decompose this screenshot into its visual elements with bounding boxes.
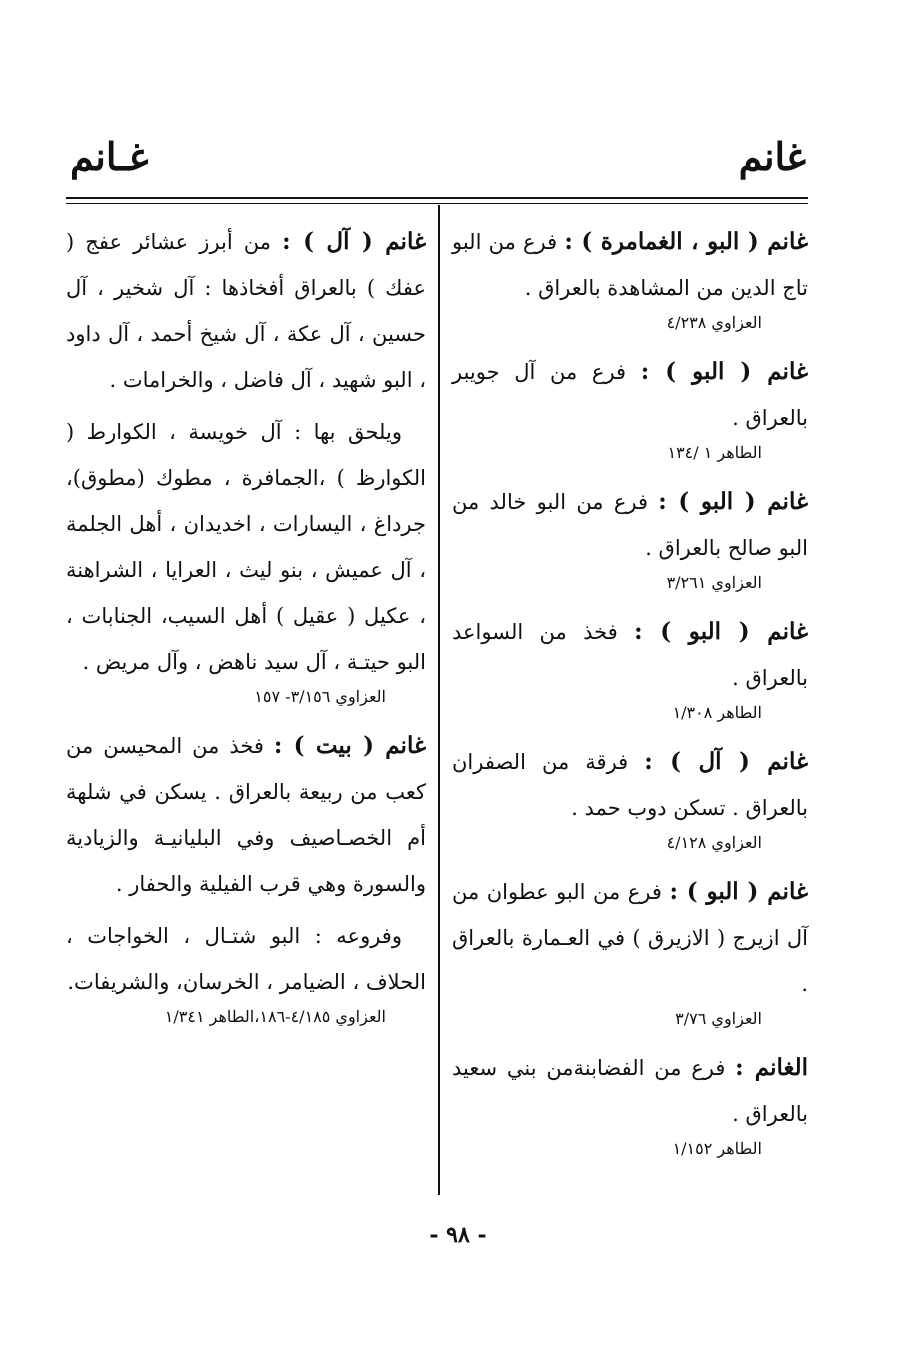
entry-headword: غانم ( بيت ) : — [273, 732, 426, 759]
entry-text: فرع من البو عطوان من آل ازيرج ( الازيرق ) في العـمارة بالعراق . — [452, 880, 808, 996]
entry — [452, 869, 808, 1031]
entry-headword: غانم ( آل ) : — [282, 228, 426, 255]
entry-text: فرع من البو خالد من البو صالح بالعراق . — [452, 490, 808, 560]
entry — [452, 219, 808, 335]
page-number: - ٩٨ - — [429, 1222, 487, 1248]
entry-headword: غانم ( البو ، الغمامرة ) : — [564, 228, 808, 255]
entry-reference: العزاوي ٣/١٥٦- ١٥٧ — [254, 687, 386, 706]
entry-headword: غانم ( البو ) : — [658, 488, 808, 515]
header-rule-thick — [66, 197, 808, 199]
entry-reference: العزاوي ٤/٢٣٨ — [666, 313, 762, 332]
entry-text: من أبرز عشائر عفج ( عفك ) بالعراق أفخاذها : آل شخير ، آل حسين ، آل عكة ، آل شيخ أحمد ، آل داود ، البو شهيد ، آل فاضل ، والخرامات . — [66, 230, 426, 392]
entry-text: فخذ من السواعد بالعراق . — [452, 620, 808, 690]
entry — [452, 479, 808, 595]
entry — [452, 349, 808, 465]
entry — [452, 1045, 808, 1161]
entry-text: فرع من الفضابنةمن بني سعيد بالعراق . — [452, 1056, 808, 1126]
running-header-left: غـانم — [70, 134, 149, 179]
entry-reference: العزاوي ٤/١٢٨ — [666, 833, 762, 852]
entry — [66, 219, 426, 709]
left-column — [66, 205, 426, 1043]
entry-headword: غانم ( البو ) : — [634, 618, 809, 645]
entry-subparagraph: ويلحق بها : آل خويسة ، الكوارط ( الكوارظ ) ،الجمافرة ، مطوك (مطوق)، جرداغ ، اليسارات ، اخديدان ، أهل الجلمة ، آل عميش ، بنو ليث ، العرايا ، الشراهنة ، عكيل ( عقيل ) أهل السيب، الجنابات ، البو حيتـة ، آل سيد ناهض ، وآل مريض . — [66, 420, 426, 674]
entry-text: فرع من البو تاج الدين من المشاهدة بالعراق . — [452, 230, 808, 300]
entry-reference: الطاهر ١ /١٣٤ — [667, 443, 762, 462]
entry-reference: العزاوي ٣/٧٦ — [675, 1009, 762, 1028]
running-header-right: غانم — [738, 134, 806, 179]
entry-headword: الغانم : — [735, 1054, 808, 1081]
entry — [452, 609, 808, 725]
right-column — [452, 205, 808, 1161]
entry-reference: الطاهر ١/٣٠٨ — [672, 703, 762, 722]
entry-headword: غانم ( البو ) : — [640, 358, 808, 385]
column-divider — [438, 205, 440, 1195]
entry — [452, 739, 808, 855]
entry-text: فرقة من الصفران بالعراق . تسكن دوب حمد . — [452, 750, 808, 820]
entry-reference: العزاوي ٤/١٨٥-١٨٦،الطاهر ١/٣٤١ — [164, 1007, 386, 1026]
entry-text: فرع من آل جويبر بالعراق . — [452, 360, 808, 430]
header-rule-thin — [66, 203, 808, 204]
entry-headword: غانم ( البو ) : — [669, 878, 808, 905]
entry-reference: العزاوي ٣/٢٦١ — [666, 573, 762, 592]
entry-subparagraph: وفروعه : البو شتـال ، الخواجات ، الحلاف ، الضيامر ، الخرسان، والشريفات. — [66, 924, 426, 994]
entry-headword: غانم ( آل ) : — [644, 748, 808, 775]
entry-reference: الطاهر ١/١٥٢ — [672, 1139, 762, 1158]
entry-text: فخذ من المحيسن من كعب من ربيعة بالعراق . يسكن في شلهة أم الخصـاصيف وفي البليانيـة والزيادية والسورة وهي قرب الفيلية والحفار . — [66, 734, 426, 896]
entry — [66, 723, 426, 1029]
